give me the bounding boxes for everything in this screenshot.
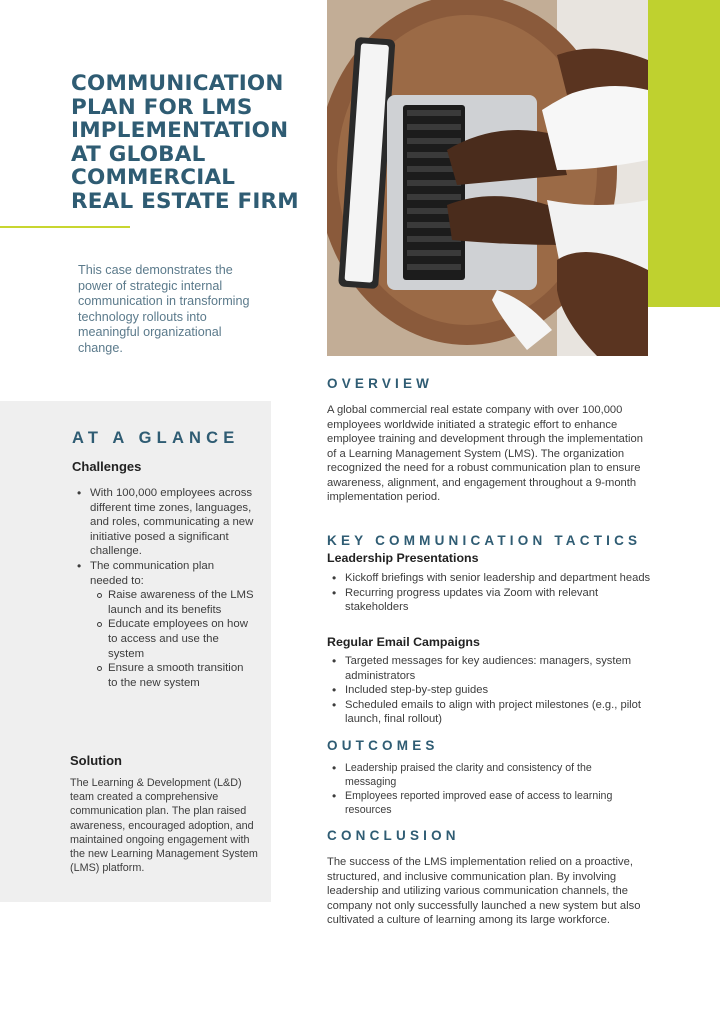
list-item: Educate employees on how to access and use the system [94, 617, 254, 661]
list-item: • Employees reported improved ease of access to learning resources [331, 790, 631, 818]
list-item [76, 559, 254, 690]
conclusion-text: The success of the LMS implementation relied on a proactive, structured, and inclusive communication plan. By involving leadership and utilizing various communication channels, the company not only successfully launched a new system but also cultivated a culture of learning among its large workforce. [327, 856, 641, 926]
intro-text: This case demonstrates the power of strategic internal communication in transforming technology rollouts into meaningful organizational change. [78, 263, 250, 355]
overview-text: A global commercial real estate company with over 100,000 employees worldwide initiated a strategic effort to enhance employee training and development through the implementation of a Learning Management System (LMS). The organization recognized the need for a robust communication plan to ensure awareness, alignment, and engagement throughout a 9-month implementation period. [327, 404, 643, 503]
laptop-typing-photo [327, 0, 648, 356]
list-item: • Included step-by-step guides [331, 683, 651, 698]
list-item: • Scheduled emails to align with project milestones (e.g., pilot launch, final rollout) [331, 698, 651, 727]
challenges-list [76, 486, 254, 690]
title-underline [0, 226, 130, 228]
leadership-heading: Leadership Presentations [327, 551, 479, 565]
tactics-heading: KEY COMMUNICATION TACTICS [327, 533, 642, 548]
photo-illustration [327, 0, 648, 356]
needs-list [94, 588, 254, 690]
at-a-glance-heading: AT A GLANCE [72, 429, 240, 447]
leadership-list [331, 571, 651, 615]
overview-heading: OVERVIEW [327, 376, 434, 391]
list-item: • With 100,000 employees across different time zones, languages, and roles, communicating a new initiative posed a significant challenge. [76, 486, 254, 559]
solution-text: The Learning & Development (L&D) team created a comprehensive communication plan. The plan raised awareness, encouraged adoption, and maintained ongoing engagement with the new Learning Management System (LMS) platform. [70, 777, 258, 875]
outcomes-heading: OUTCOMES [327, 738, 439, 753]
list-item: Ensure a smooth transition to the new system [94, 661, 254, 690]
page-title: COMMUNICATION PLAN FOR LMS IMPLEMENTATION AT GLOBAL COMMERCIAL REAL ESTATE FIRM [71, 71, 299, 214]
solution-heading: Solution [70, 753, 122, 768]
accent-bar [648, 0, 720, 307]
email-list [331, 654, 651, 727]
list-item: • Recurring progress updates via Zoom with relevant stakeholders [331, 586, 651, 615]
outcomes-list [331, 762, 631, 818]
email-heading: Regular Email Campaigns [327, 635, 480, 649]
list-item: Raise awareness of the LMS launch and its benefits [94, 588, 254, 617]
conclusion-heading: CONCLUSION [327, 828, 460, 843]
challenges-heading: Challenges [72, 459, 142, 474]
list-item: • Leadership praised the clarity and consistency of the messaging [331, 762, 631, 790]
list-item: • Kickoff briefings with senior leadership and department heads [331, 571, 651, 586]
list-item: • Targeted messages for key audiences: managers, system administrators [331, 654, 651, 683]
list-item-text: The communication plan needed to: [90, 559, 215, 587]
